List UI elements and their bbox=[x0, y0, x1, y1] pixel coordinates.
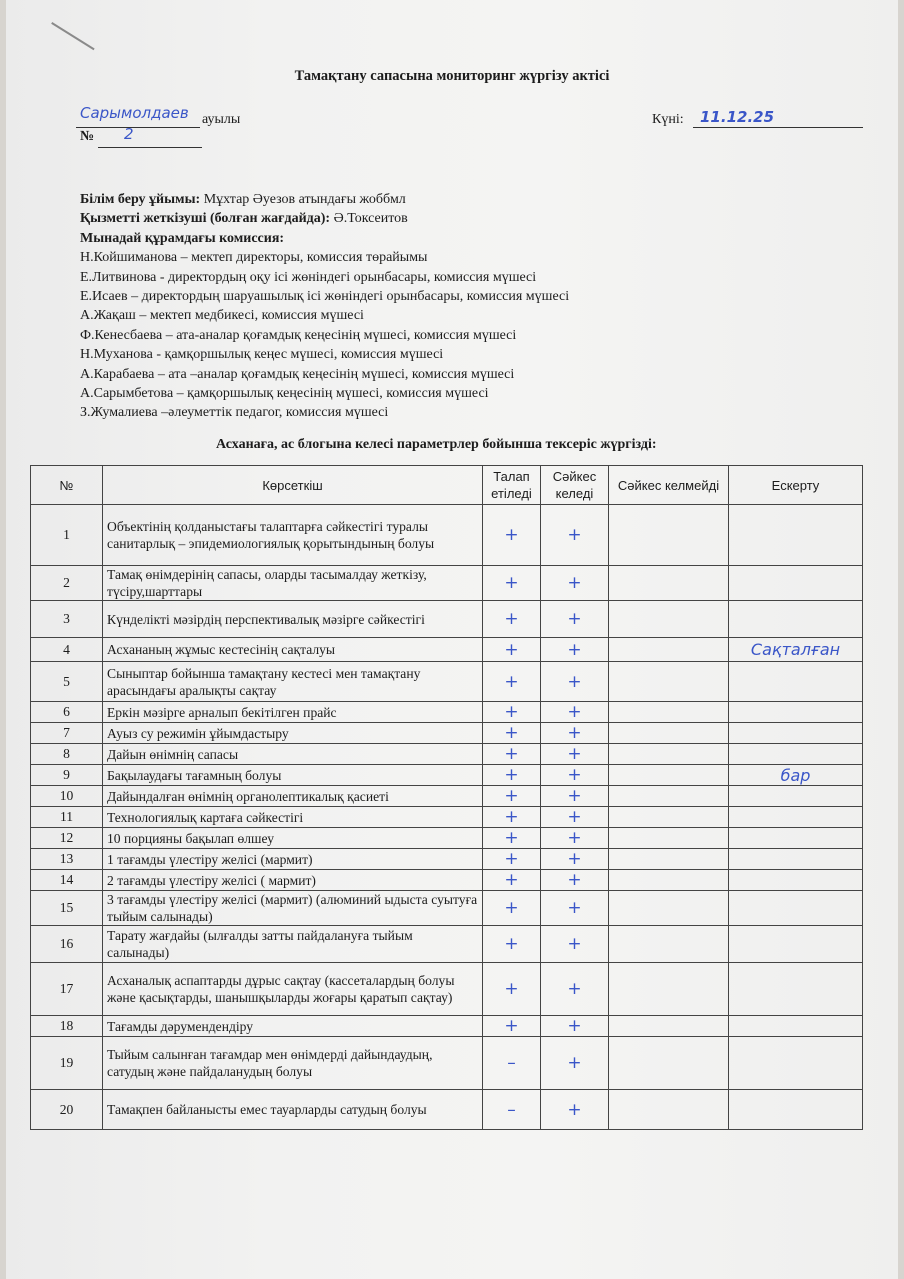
village-date-line bbox=[76, 104, 866, 130]
row-number: 3 bbox=[31, 601, 103, 638]
row-indicator: 3 тағамды үлестіру желісі (мармит) (алюминий ыдыста суытуға тыйым салынады) bbox=[103, 891, 483, 926]
row-required-mark: + bbox=[483, 638, 541, 662]
table-row bbox=[31, 870, 863, 891]
supplier-line bbox=[80, 209, 840, 228]
row-noncompliant-mark bbox=[609, 1090, 729, 1130]
row-required-mark: + bbox=[483, 891, 541, 926]
row-compliant-mark: + bbox=[541, 786, 609, 807]
row-required-mark: + bbox=[483, 807, 541, 828]
row-compliant-mark: + bbox=[541, 828, 609, 849]
table-row bbox=[31, 566, 863, 601]
commission-label: Мынадай құрамдағы комиссия: bbox=[80, 230, 285, 246]
number-label: № bbox=[80, 129, 95, 144]
row-noncompliant-mark bbox=[609, 807, 729, 828]
row-number: 11 bbox=[31, 807, 103, 828]
row-noncompliant-mark bbox=[609, 926, 729, 963]
header-number: № bbox=[31, 466, 103, 505]
school-label: Білім беру ұйымы: bbox=[80, 192, 201, 207]
date-underline bbox=[693, 127, 863, 128]
row-noncompliant-mark bbox=[609, 870, 729, 891]
row-indicator: Тарату жағдайы (ылғалды затты пайдалануға тыйым салынады) bbox=[103, 926, 483, 963]
row-required-mark: + bbox=[483, 744, 541, 765]
row-compliant-mark: + bbox=[541, 638, 609, 662]
commission-member: Н.Муханова - қамқоршылық кеңес мүшесі, комиссия мүшесі bbox=[80, 347, 444, 363]
row-number: 17 bbox=[31, 963, 103, 1016]
row-note bbox=[729, 702, 863, 723]
row-number: 18 bbox=[31, 1016, 103, 1037]
row-number: 15 bbox=[31, 891, 103, 926]
row-indicator: Технологиялық картаға сәйкестігі bbox=[103, 807, 483, 828]
row-indicator: Күнделікті мәзірдің перспективалық мәзірге сәйкестігі bbox=[103, 601, 483, 638]
row-noncompliant-mark bbox=[609, 723, 729, 744]
table-row bbox=[31, 828, 863, 849]
row-compliant-mark: + bbox=[541, 601, 609, 638]
row-number: 19 bbox=[31, 1037, 103, 1090]
row-compliant-mark: + bbox=[541, 1016, 609, 1037]
row-required-mark: – bbox=[483, 1037, 541, 1090]
row-required-mark: + bbox=[483, 1016, 541, 1037]
row-note bbox=[729, 1090, 863, 1130]
row-compliant-mark: + bbox=[541, 744, 609, 765]
number-line bbox=[80, 125, 134, 145]
row-note bbox=[729, 849, 863, 870]
table-row bbox=[31, 786, 863, 807]
row-number: 7 bbox=[31, 723, 103, 744]
number-underline bbox=[98, 147, 202, 148]
row-note bbox=[729, 828, 863, 849]
school-line bbox=[80, 190, 840, 209]
row-noncompliant-mark bbox=[609, 765, 729, 786]
table-row bbox=[31, 1016, 863, 1037]
table-row bbox=[31, 807, 863, 828]
row-note bbox=[729, 723, 863, 744]
row-note bbox=[729, 566, 863, 601]
commission-member: З.Жумалиева –әлеуметтік педагог, комиссия мүшесі bbox=[80, 405, 389, 421]
row-compliant-mark: + bbox=[541, 926, 609, 963]
row-indicator: 10 порцияны бақылап өлшеу bbox=[103, 828, 483, 849]
table-row bbox=[31, 891, 863, 926]
table-row bbox=[31, 662, 863, 702]
document-title: Тамақтану сапасына мониторинг жүргізу актісі bbox=[294, 68, 610, 84]
village-handwritten: Сарымолдаев bbox=[80, 104, 189, 122]
row-compliant-mark: + bbox=[541, 891, 609, 926]
row-indicator: Асханалық аспаптарды дұрыс сақтау (кассеталардың болуы және қасықтарды, шанышқыларды жоғары қаратып сақтау) bbox=[103, 963, 483, 1016]
date-handwritten: 11.12.25 bbox=[700, 108, 775, 126]
row-indicator: Бақылаудағы тағамның болуы bbox=[103, 765, 483, 786]
header-indicator: Көрсеткіш bbox=[103, 466, 483, 505]
date-label: Күні: bbox=[652, 112, 684, 127]
row-number: 4 bbox=[31, 638, 103, 662]
supplier-value: Ә.Токсеитов bbox=[333, 211, 408, 227]
table-row bbox=[31, 765, 863, 786]
row-required-mark: + bbox=[483, 765, 541, 786]
row-note bbox=[729, 601, 863, 638]
row-note bbox=[729, 662, 863, 702]
row-indicator: 1 тағамды үлестіру желісі (мармит) bbox=[103, 849, 483, 870]
row-indicator: Еркін мәзірге арналып бекітілген прайс bbox=[103, 702, 483, 723]
info-block bbox=[80, 190, 840, 423]
row-compliant-mark: + bbox=[541, 723, 609, 744]
row-noncompliant-mark bbox=[609, 1016, 729, 1037]
row-noncompliant-mark bbox=[609, 963, 729, 1016]
row-note bbox=[729, 963, 863, 1016]
row-required-mark: + bbox=[483, 963, 541, 1016]
commission-member: Е.Исаев – директордың шаруашылық ісі жөніндегі орынбасары, комиссия мүшесі bbox=[80, 289, 570, 305]
row-compliant-mark: + bbox=[541, 1037, 609, 1090]
row-required-mark: + bbox=[483, 662, 541, 702]
row-compliant-mark: + bbox=[541, 963, 609, 1016]
row-noncompliant-mark bbox=[609, 891, 729, 926]
row-compliant-mark: + bbox=[541, 807, 609, 828]
row-number: 5 bbox=[31, 662, 103, 702]
row-required-mark: + bbox=[483, 926, 541, 963]
row-number: 6 bbox=[31, 702, 103, 723]
header-noncompliant: Сәйкес келмейді bbox=[609, 466, 729, 505]
table-row bbox=[31, 505, 863, 566]
row-note bbox=[729, 1016, 863, 1037]
row-number: 20 bbox=[31, 1090, 103, 1130]
table-row bbox=[31, 638, 863, 662]
row-note bbox=[729, 926, 863, 963]
row-required-mark: + bbox=[483, 702, 541, 723]
row-noncompliant-mark bbox=[609, 786, 729, 807]
commission-member: А.Сарымбетова – қамқоршылық кеңесінің мүшесі, комиссия мүшесі bbox=[80, 386, 489, 402]
row-required-mark: + bbox=[483, 505, 541, 566]
row-note: Сақталған bbox=[729, 638, 863, 662]
row-note bbox=[729, 505, 863, 566]
row-compliant-mark: + bbox=[541, 505, 609, 566]
row-number: 2 bbox=[31, 566, 103, 601]
row-compliant-mark: + bbox=[541, 566, 609, 601]
inspection-table bbox=[30, 465, 863, 1130]
row-note bbox=[729, 870, 863, 891]
row-noncompliant-mark bbox=[609, 662, 729, 702]
row-note bbox=[729, 807, 863, 828]
row-required-mark: + bbox=[483, 566, 541, 601]
row-indicator: Тамақ өнімдерінің сапасы, оларды тасымалдау жеткізу, түсіру,шарттары bbox=[103, 566, 483, 601]
row-indicator: Объектінің қолданыстағы талаптарға сәйкестігі туралы санитарлық – эпидемиологиялық қорытындының болуы bbox=[103, 505, 483, 566]
commission-member: А.Карабаева – ата –аналар қоғамдық кеңесінің мүшесі, комиссия мүшесі bbox=[80, 366, 515, 382]
table-row bbox=[31, 723, 863, 744]
table-subtitle: Асханаға, ас блогына келесі параметрлер бойынша тексеріс жүргізді: bbox=[216, 437, 657, 452]
commission-member: Е.Литвинова - директордың оқу ісі жөніндегі орынбасары, комиссия мүшесі bbox=[80, 269, 537, 285]
row-number: 13 bbox=[31, 849, 103, 870]
row-noncompliant-mark bbox=[609, 601, 729, 638]
table-row bbox=[31, 1090, 863, 1130]
row-number: 8 bbox=[31, 744, 103, 765]
row-number: 10 bbox=[31, 786, 103, 807]
row-indicator: Тыйым салынған тағамдар мен өнімдерді дайындаудың, сатудың және пайдаланудың болуы bbox=[103, 1037, 483, 1090]
row-noncompliant-mark bbox=[609, 828, 729, 849]
row-required-mark: + bbox=[483, 786, 541, 807]
table-row bbox=[31, 849, 863, 870]
table-header-row bbox=[31, 466, 863, 505]
row-indicator: Тамақпен байланысты емес тауарларды сатудың болуы bbox=[103, 1090, 483, 1130]
row-compliant-mark: + bbox=[541, 1090, 609, 1130]
commission-member: Ф.Кенесбаева – ата-аналар қоғамдық кеңесінің мүшесі, комиссия мүшесі bbox=[80, 327, 517, 343]
school-value: Мұхтар Әуезов атындағы жоббмл bbox=[203, 192, 406, 207]
row-noncompliant-mark bbox=[609, 702, 729, 723]
table-row bbox=[31, 963, 863, 1016]
row-note bbox=[729, 786, 863, 807]
row-number: 16 bbox=[31, 926, 103, 963]
row-note: бар bbox=[729, 765, 863, 786]
row-required-mark: + bbox=[483, 849, 541, 870]
row-noncompliant-mark bbox=[609, 566, 729, 601]
row-indicator: Дайындалған өнімнің органолептикалық қасиеті bbox=[103, 786, 483, 807]
header-required: Талап етіледі bbox=[483, 466, 541, 505]
row-noncompliant-mark bbox=[609, 505, 729, 566]
row-note bbox=[729, 891, 863, 926]
row-note bbox=[729, 744, 863, 765]
header-note: Ескерту bbox=[729, 466, 863, 505]
row-indicator: Сыныптар бойынша тамақтану кестесі мен тамақтану арасындағы аралықты сақтау bbox=[103, 662, 483, 702]
row-number: 1 bbox=[31, 505, 103, 566]
supplier-label: Қызметті жеткізуші (болған жағдайда): bbox=[80, 211, 331, 227]
header-compliant: Сәйкес келеді bbox=[541, 466, 609, 505]
number-handwritten: 2 bbox=[124, 125, 134, 143]
row-note bbox=[729, 1037, 863, 1090]
table-row bbox=[31, 601, 863, 638]
row-indicator: 2 тағамды үлестіру желісі ( мармит) bbox=[103, 870, 483, 891]
row-noncompliant-mark bbox=[609, 744, 729, 765]
row-compliant-mark: + bbox=[541, 849, 609, 870]
row-number: 14 bbox=[31, 870, 103, 891]
table-row bbox=[31, 926, 863, 963]
row-number: 12 bbox=[31, 828, 103, 849]
row-noncompliant-mark bbox=[609, 849, 729, 870]
row-indicator: Ауыз су режимін ұйымдастыру bbox=[103, 723, 483, 744]
row-required-mark: + bbox=[483, 870, 541, 891]
row-indicator: Дайын өнімнің сапасы bbox=[103, 744, 483, 765]
table-row bbox=[31, 1037, 863, 1090]
row-required-mark: + bbox=[483, 723, 541, 744]
row-noncompliant-mark bbox=[609, 1037, 729, 1090]
table-row bbox=[31, 744, 863, 765]
row-required-mark: + bbox=[483, 828, 541, 849]
row-noncompliant-mark bbox=[609, 638, 729, 662]
row-required-mark: – bbox=[483, 1090, 541, 1130]
row-indicator: Тағамды дәрумендендіру bbox=[103, 1016, 483, 1037]
row-indicator: Асхананың жұмыс кестесінің сақталуы bbox=[103, 638, 483, 662]
row-compliant-mark: + bbox=[541, 662, 609, 702]
row-compliant-mark: + bbox=[541, 870, 609, 891]
row-number: 9 bbox=[31, 765, 103, 786]
row-required-mark: + bbox=[483, 601, 541, 638]
table-row bbox=[31, 702, 863, 723]
row-compliant-mark: + bbox=[541, 765, 609, 786]
commission-member: А.Жақаш – мектеп медбикесі, комиссия мүшесі bbox=[80, 308, 364, 324]
village-suffix: ауылы bbox=[202, 112, 241, 127]
commission-member: Н.Койшиманова – мектеп директоры, комиссия төрайымы bbox=[80, 250, 428, 266]
row-compliant-mark: + bbox=[541, 702, 609, 723]
village-underline bbox=[76, 127, 200, 128]
